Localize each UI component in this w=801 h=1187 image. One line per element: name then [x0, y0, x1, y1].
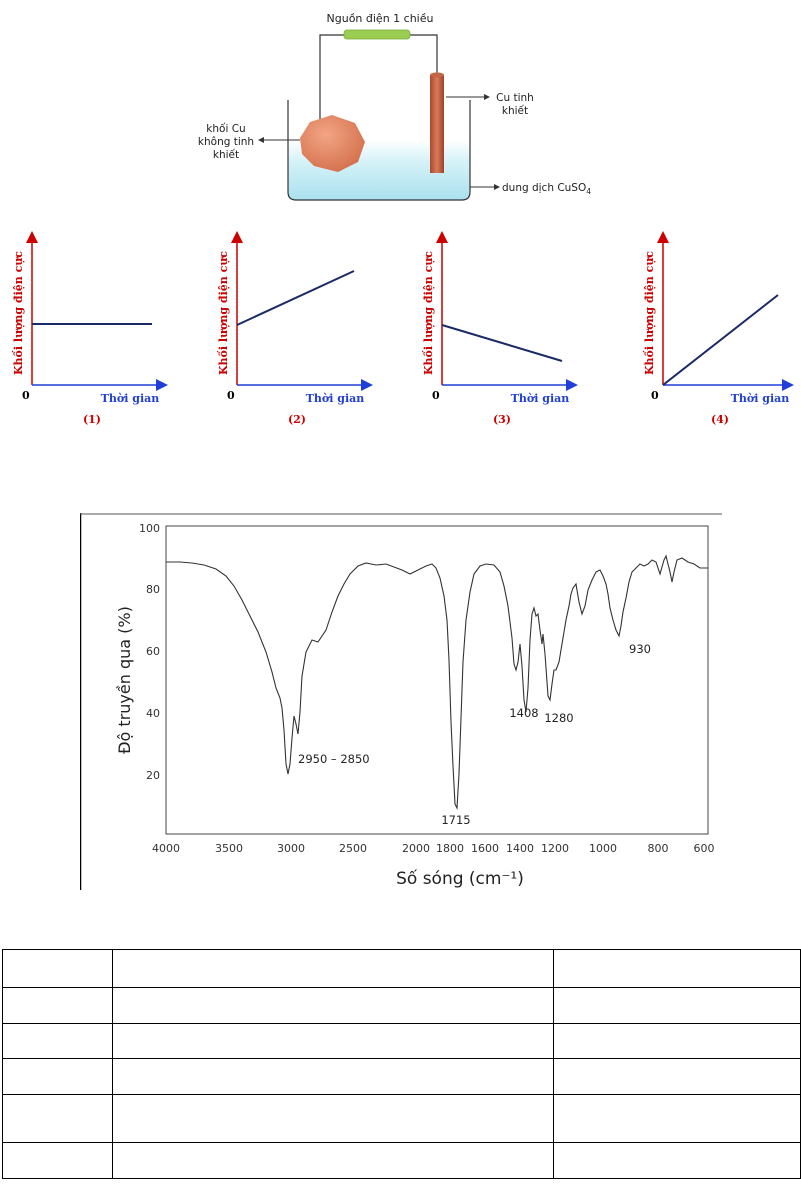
cathode-label-line-2: khiết [501, 105, 529, 117]
ir-xtick-4000: 4000 [152, 842, 180, 855]
table-cell [3, 1024, 113, 1059]
ir-xtick-1000: 1000 [589, 842, 617, 855]
graph-4-id: (4) [710, 413, 730, 426]
ir-peak-label-930: 930 [629, 642, 651, 656]
ir-ytick-100: 100 [139, 522, 160, 535]
graph-2-origin: 0 [227, 389, 235, 402]
ir-xtick-1200: 1200 [541, 842, 569, 855]
graph-4-xlabel: Thời gian [730, 392, 790, 405]
graph-2-line [237, 271, 354, 325]
ir-ytick-60: 60 [146, 645, 160, 658]
anode-label-line-2: không tinh [197, 136, 255, 148]
graph-1-xlabel: Thời gian [100, 392, 160, 405]
ir-peak-label-1408: 1408 [509, 706, 539, 720]
table-cell [554, 950, 801, 988]
answer-table [2, 949, 801, 1179]
table-row [3, 988, 801, 1024]
table-cell [3, 1143, 113, 1179]
ir-peak-label-2950-2850: 2950 – 2850 [298, 752, 370, 766]
solution-arrow-icon [494, 184, 500, 190]
ir-xtick-800: 800 [647, 842, 669, 855]
table-row [3, 1059, 801, 1095]
ir-xtick-3000: 3000 [277, 842, 305, 855]
table-cell [3, 1059, 113, 1095]
table-cell [113, 1024, 554, 1059]
ir-ytick-40: 40 [146, 707, 160, 720]
cathode-wire [410, 35, 437, 75]
anode-label-line-1: khối Cu [206, 123, 246, 135]
graph-3 [422, 237, 572, 426]
graph-1-id: (1) [82, 413, 102, 426]
ir-xtick-2000: 2000 [402, 842, 430, 855]
table-row [3, 950, 801, 988]
ir-ylabel: Độ truyền qua (%) [115, 606, 134, 754]
table-cell [3, 1095, 113, 1143]
graph-4-origin: 0 [651, 389, 659, 402]
graph-4-line [663, 295, 778, 385]
ir-ytick-20: 20 [146, 769, 160, 782]
power-label: Nguồn điện 1 chiều [326, 12, 434, 25]
table-cell [554, 1095, 801, 1143]
graph-2 [217, 237, 367, 426]
ir-spectrum [80, 512, 726, 892]
dc-power-source [344, 30, 410, 39]
graph-2-id: (2) [287, 413, 307, 426]
graph-3-id: (3) [492, 413, 512, 426]
table-cell [113, 1143, 554, 1179]
graph-3-ylabel: Khối lượng điện cực [422, 250, 435, 376]
table-cell [554, 988, 801, 1024]
table-row [3, 1095, 801, 1143]
graph-3-xlabel: Thời gian [510, 392, 570, 405]
ir-xtick-1600: 1600 [471, 842, 499, 855]
ir-xtick-1400: 1400 [506, 842, 534, 855]
anode-label-line-3: khiết [212, 149, 240, 161]
graph-1-origin: 0 [22, 389, 30, 402]
cathode-arrow-icon [484, 94, 490, 100]
graph-2-ylabel: Khối lượng điện cực [217, 250, 230, 376]
ir-xtick-1800: 1800 [436, 842, 464, 855]
mass-time-graphs [0, 225, 801, 435]
ir-peak-label-1280: 1280 [544, 711, 574, 725]
solution-label: dung dịch CuSO$_4$ [502, 182, 592, 196]
ir-xtick-2500: 2500 [339, 842, 367, 855]
graph-3-line [442, 325, 562, 361]
anode-arrow-icon [258, 137, 264, 143]
table-cell [113, 950, 554, 988]
table-cell [554, 1059, 801, 1095]
table-cell [3, 950, 113, 988]
table-row [3, 1024, 801, 1059]
table-cell [3, 988, 113, 1024]
ir-ytick-80: 80 [146, 583, 160, 596]
electrolysis-diagram [0, 0, 801, 215]
ir-peak-label-1715: 1715 [441, 813, 471, 827]
cathode-label-line-1: Cu tinh [496, 92, 534, 104]
graph-4-ylabel: Khối lượng điện cực [643, 250, 656, 376]
graph-1 [12, 237, 162, 426]
table-cell [113, 988, 554, 1024]
table-cell [554, 1024, 801, 1059]
ir-xlabel: Số sóng (cm⁻¹) [396, 869, 524, 889]
table-cell [113, 1095, 554, 1143]
table-cell [554, 1143, 801, 1179]
table-cell [113, 1059, 554, 1095]
graph-1-ylabel: Khối lượng điện cực [12, 250, 25, 376]
table-row [3, 1143, 801, 1179]
ir-xtick-3500: 3500 [215, 842, 243, 855]
graph-4 [643, 237, 789, 426]
ir-xtick-600: 600 [693, 842, 715, 855]
graph-2-xlabel: Thời gian [305, 392, 365, 405]
cathode-rod-top [430, 73, 444, 78]
anode-wire [320, 35, 344, 126]
graph-3-origin: 0 [432, 389, 440, 402]
pure-cu-cathode [430, 75, 444, 173]
